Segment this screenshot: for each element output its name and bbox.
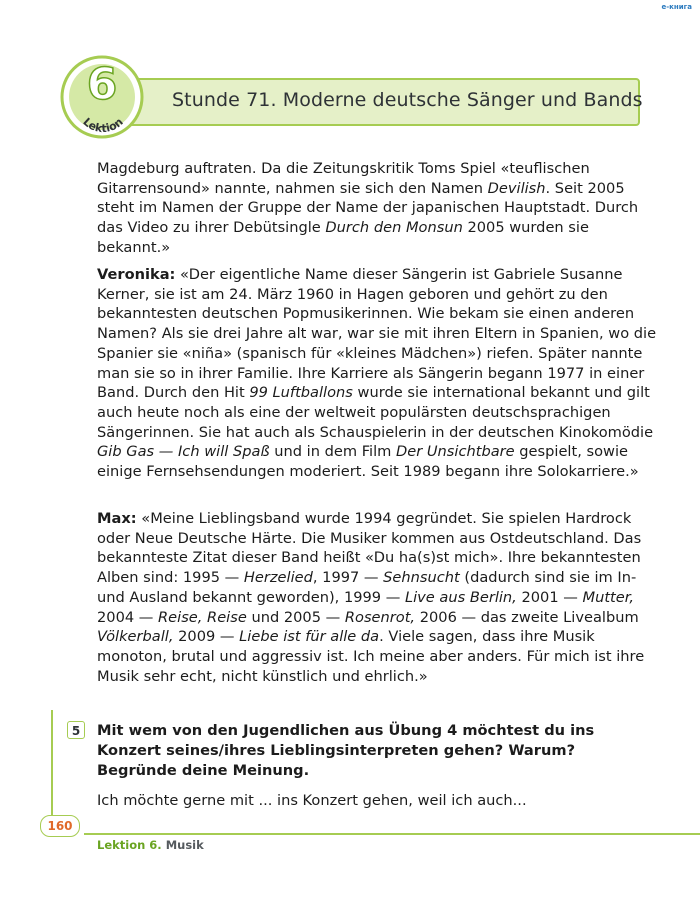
lektion-badge [60,55,144,139]
text-run: gespielt, sowie einige Fernsehsendungen moderiert. Seit 1989 begann ihre Solokarriere.» [97,443,639,481]
text-run: 2006 — das zweite Livealbum [415,608,639,626]
text-run: 2005 wurden sie bekannt.» [97,219,589,256]
page-number: 160 [40,815,80,837]
footer-rule [84,833,700,835]
page-title: Stunde 71. Moderne deutsche Sänger und Bands [172,89,643,111]
text-run: . Viele sagen, dass ihre Musik monoton, brutal und aggressiv ist. Ich meine aber anders. Für mich ist ihre Musik sehr echt, nicht künstlich und ehrlich.» [97,628,645,685]
title-italic: Devilish [487,179,546,197]
title-italic: 99 Luftballons [249,384,353,402]
text-run: 2001 — [516,588,583,606]
text-run: «Meine Lieblingsband wurde 1994 gegründet. Sie spielen Hardrock oder Neue Deutsche Härte. Die Musiker kommen aus Ostdeutschland. Das bekannteste Zitat dieser Band heißt «Du ha(s)st mich». Ihre bekanntesten Alben sind: 1995 — [97,510,642,587]
title-italic: Gib Gas — Ich will Spaß [97,443,270,461]
footer [97,838,204,852]
speaker-name: Veronika: [97,266,176,283]
paragraph-veronika [97,265,657,482]
title-italic: Durch den Monsun [325,219,463,237]
title-italic: Reise, Reise [158,608,247,626]
title-italic: Völkerball, [97,628,174,646]
text-run: 2009 — [173,628,240,646]
exercise-task: Mit wem von den Jugendlichen aus Übung 4 möchtest du ins Konzert seines/ihres Lieblingsinterpreten gehen? Warum? Begründe deine Meinung. [97,722,595,779]
title-italic: Herzelied [243,569,313,587]
footer-lektion: Lektion 6. [97,838,162,852]
badge-word: Lektion [80,115,126,136]
margin-rule [51,710,53,830]
paragraph-max [97,509,657,686]
title-italic: Rosenrot, [344,608,416,626]
text-run: wurde sie international bekannt und gilt auch heute noch als eine der weltweit populärsten deutschsprachigen Sängerinnen. Sie hat auch als Schauspielerin in der deutschen Kinokomödie [97,384,654,441]
title-italic: Mutter, [582,588,635,606]
paragraph-intro [97,159,657,258]
title-italic: Live aus Berlin, [404,588,517,606]
text-run: 2004 — [97,608,159,626]
title-italic: Liebe ist für alle da [239,628,380,646]
exercise-number: 5 [67,721,85,739]
title-italic: Der Unsichtbare [396,443,515,461]
footer-topic: Musik [165,838,204,852]
title-italic: Sehnsucht [383,569,460,587]
text-run: und in dem Film [269,443,397,461]
text-run: «Der eigentliche Name dieser Sängerin ist Gabriele Susanne Kerner, sie ist am 24. März 1960 in Hagen geboren und gehört zu den bekanntesten deutschen Popmusikerinnen. Wie bekam sie einen anderen Namen? Als sie drei Jahre alt war, war sie mit ihren Eltern in Spanien, wo die Spanier sie «niña» (spanisch für «kleines Mädchen») riefen. Später nannte man sie so in ihrer Familie. Ihre Karriere als Sängerin begann 1977 in einer Band. Durch den Hit [97,266,657,402]
text-run: Magdeburg auftraten. Da die Zeitungskritik Toms Spiel «teuflischen Gitarrensound» nannte, nahmen sie sich den Namen [97,160,590,197]
badge-number: 6 [86,59,118,110]
text-run: (dadurch sind sie im In- und Ausland bekannt geworden), 1999 — [97,569,637,606]
text-run: , 1997 — [312,569,384,587]
publisher-logo: e-книга [661,3,692,11]
exercise-answer-start: Ich möchte gerne mit ... ins Konzert gehen, weil ich auch... [97,792,527,809]
text-run: . Seit 2005 steht im Namen der Gruppe der Name der japanischen Hauptstadt. Durch das Video zu ihrer Debütsingle [97,179,639,237]
text-run: und 2005 — [246,608,345,626]
speaker-name: Max: [97,510,137,527]
